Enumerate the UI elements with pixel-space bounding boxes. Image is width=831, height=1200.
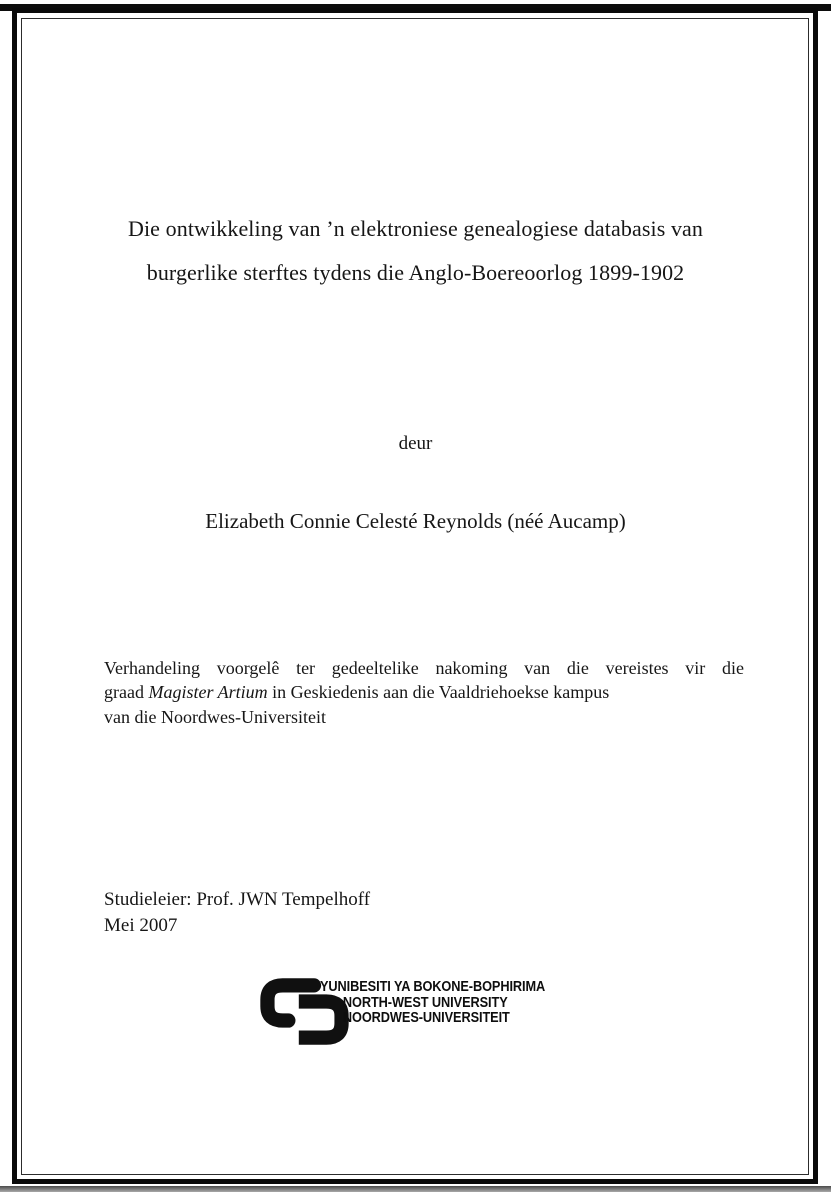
statement-line-3: van die Noordwes-Universiteit bbox=[104, 706, 326, 727]
degree-name: Magister Artium bbox=[148, 682, 268, 703]
logo-line-setswana: YUNIBESITI YA BOKONE-BOPHIRIMA bbox=[320, 979, 546, 995]
author-name: Elizabeth Connie Celesté Reynolds (néé Aucamp) bbox=[205, 509, 626, 533]
thesis-title-line-2: burgerlike sterftes tydens die Anglo-Boereoorlog 1899-1902 bbox=[146, 260, 685, 285]
statement-line-2-prefix: graad bbox=[104, 682, 149, 703]
date-line: Mei 2007 bbox=[104, 914, 178, 936]
thesis-title-line-1: Die ontwikkeling van ’n elektroniese genealogiese databasis van bbox=[127, 216, 704, 241]
logo-wordmark bbox=[320, 980, 545, 1027]
statement-line-2-suffix: in Geskiedenis aan die Vaaldriehoekse kampus bbox=[267, 682, 610, 703]
statement-line-1: Verhandeling voorgelê ter gedeeltelike nakoming van die vereistes vir die bbox=[104, 658, 744, 678]
statement-line-2 bbox=[104, 680, 744, 704]
byline: deur bbox=[398, 433, 433, 454]
thesis-statement bbox=[104, 656, 744, 729]
scan-artifact-bottom-strip bbox=[0, 1186, 831, 1192]
supervisor-line: Studieleier: Prof. JWN Tempelhoff bbox=[104, 889, 371, 910]
thesis-title bbox=[60, 207, 771, 295]
university-logo bbox=[257, 975, 587, 1055]
logo-line-afrikaans: NOORDWES-UNIVERSITEIT bbox=[342, 1010, 510, 1027]
supervisor-block bbox=[104, 887, 370, 938]
logo-line-english: NORTH-WEST UNIVERSITY bbox=[342, 994, 508, 1011]
